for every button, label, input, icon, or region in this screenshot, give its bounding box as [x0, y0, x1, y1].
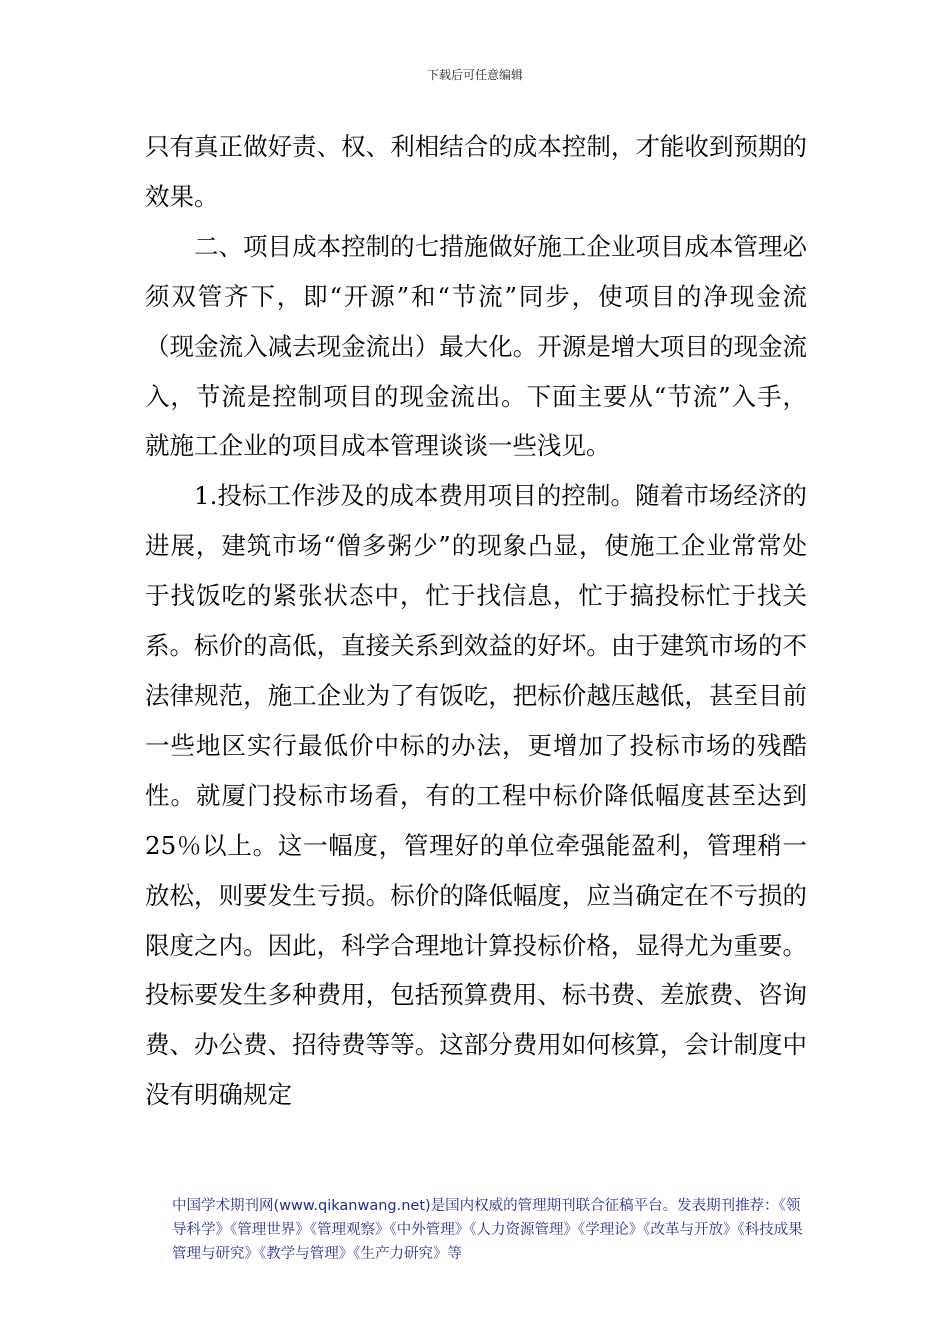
paragraph-continuation: 只有真正做好责、权、利相结合的成本控制，才能收到预期的效果。 [145, 132, 807, 211]
paragraph-bidding-cost: 1.投标工作涉及的成本费用项目的控制。随着市场经济的进展，建筑市场“僧多粥少”的现象凸显，使施工企业常常处于找饭吃的紧张状态中，忙于找信息，忙于搞投标忙于找关系。标价的高低，直接关系到效益的好坏。由于建筑市场的不法律规范，施工企业为了有饭吃，把标价越压越低，甚至目前一些地区实行最低价中标的办法，更增加了投标市场的残酷性。就厦门投标市场看，有的工程中标价降低幅度甚至达到25％以上。这一幅度，管理好的单位牵强能盈利，管理稍一放松，则要发生亏损。标价的降低幅度，应当确定在不亏损的限度之内。因此，科学合理地计算投标价格，显得尤为重要。投标要发生多种费用，包括预算费用、标书费、差旅费、咨询费、办公费、招待费等等。这部分费用如何核算，会计制度中没有明确规定 [145, 481, 807, 1110]
document-body [145, 122, 807, 1120]
paragraph-section-two: 二、项目成本控制的七措施做好施工企业项目成本管理必须双管齐下，即“开源”和“节流”同步，使项目的净现金流（现金流入减去现金流出）最大化。开源是增大项目的现金流入，节流是控制项目的现金流出。下面主要从“节流”入手，就施工企业的项目成本管理谈谈一些浅见。 [145, 231, 807, 461]
page-header: 下载后可任意编辑 [426, 68, 523, 82]
page-footer-promo [172, 1194, 812, 1266]
footer-text: 中国学术期刊网(www.qikanwang.net)是国内权威的管理期刊联合征稿平台。发表期刊推荐：《领导科学》《管理世界》《管理观察》《中外管理》《人力资源管理》《学理论》《改革与开放》《科技成果管理与研究》《教学与管理》《生产力研究》等 [172, 1198, 803, 1262]
